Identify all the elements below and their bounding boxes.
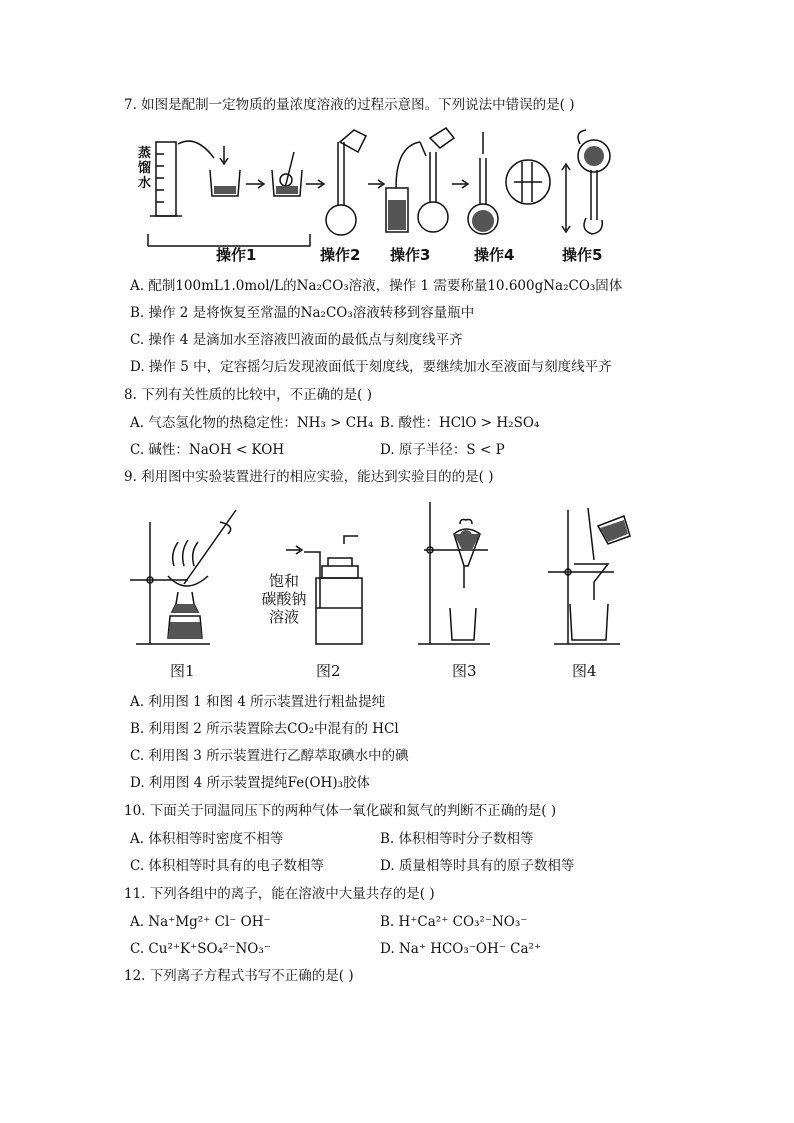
q11-stem: 11. 下列各组中的离子，能在溶液中大量共存的是( ) — [124, 886, 435, 902]
q9-option-b: B. 利用图 2 所示装置除去CO₂中混有的 HCl — [130, 721, 399, 737]
q8-option-b: B. 酸性：HClO > H₂SO₄ — [380, 415, 540, 431]
q9-solution-line: 碳酸钠 — [261, 590, 307, 608]
q9-caption: 图3 — [452, 662, 477, 680]
q10-option-c: C. 体积相等时具有的电子数相等 — [130, 858, 324, 874]
q9-figure — [124, 496, 644, 682]
q9-option-a: A. 利用图 1 和图 4 所示装置进行粗盐提纯 — [130, 694, 386, 710]
q7-op-label: 操作3 — [390, 246, 431, 264]
q9-caption: 图1 — [170, 662, 195, 680]
q7-apparatus-drawing — [134, 122, 618, 264]
q8-option-c: C. 碱性：NaOH < KOH — [130, 442, 285, 458]
q9-stem: 9. 利用图中实验装置进行的相应实验，能达到实验目的的是( ) — [124, 469, 494, 485]
q10-option-b: B. 体积相等时分子数相等 — [380, 831, 534, 847]
q8-option-a: A. 气态氢化物的热稳定性：NH₃ > CH₄ — [130, 415, 374, 431]
q11-option-b: B. H⁺Ca²⁺ CO₃²⁻NO₃⁻ — [380, 914, 528, 930]
q7-option-d: D. 操作 5 中，定容摇匀后发现液面低于刻度线，要继续加水至液面与刻度线平齐 — [130, 359, 612, 375]
q7-op-label: 操作1 — [216, 246, 257, 264]
q7-figure — [134, 122, 618, 264]
q10-stem: 10. 下面关于同温同压下的两种气体一氧化碳和氮气的判断不正确的是( ) — [124, 803, 557, 819]
q7-vlabel-char: 水 — [138, 176, 152, 191]
q7-op-label: 操作2 — [320, 246, 361, 264]
q7-option-c: C. 操作 4 是滴加水至溶液凹液面的最低点与刻度线平齐 — [130, 332, 463, 348]
q9-option-d: D. 利用图 4 所示装置提纯Fe(OH)₃胶体 — [130, 775, 371, 791]
q8-stem: 8. 下列有关性质的比较中，不正确的是( ) — [124, 387, 372, 403]
q11-option-d: D. Na⁺ HCO₃⁻OH⁻ Ca²⁺ — [380, 941, 542, 957]
q9-apparatus-drawing — [124, 496, 644, 682]
q9-caption: 图4 — [572, 662, 597, 680]
q9-option-c: C. 利用图 3 所示装置进行乙醇萃取碘水中的碘 — [130, 748, 409, 764]
q7-vlabel-char: 蒸 — [138, 146, 152, 161]
q7-vlabel-char: 馏 — [138, 161, 152, 176]
q7-op-label: 操作5 — [562, 246, 603, 264]
q10-option-a: A. 体积相等时密度不相等 — [130, 831, 284, 847]
q7-option-a: A. 配制100mL1.0mol/L的Na₂CO₃溶液，操作 1 需要称量10.600gNa₂CO₃固体 — [130, 278, 623, 294]
q9-solution-line: 饱和 — [268, 572, 299, 590]
q9-solution-line: 溶液 — [268, 608, 299, 626]
q9-solution-label — [254, 572, 314, 626]
q7-stem: 7. 如图是配制一定物质的量浓度溶液的过程示意图。下列说法中错误的是( ) — [124, 97, 575, 113]
q11-option-c: C. Cu²⁺K⁺SO₄²⁻NO₃⁻ — [130, 941, 271, 957]
q8-option-d: D. 原子半径：S < P — [380, 442, 505, 458]
q9-caption: 图2 — [316, 662, 341, 680]
q11-option-a: A. Na⁺Mg²⁺ Cl⁻ OH⁻ — [130, 914, 271, 930]
q12-stem: 12. 下列离子方程式书写不正确的是( ) — [124, 968, 354, 984]
q7-op-label: 操作4 — [474, 246, 515, 264]
q10-option-d: D. 质量相等时具有的原子数相等 — [380, 858, 575, 874]
q7-option-b: B. 操作 2 是将恢复至常温的Na₂CO₃溶液转移到容量瓶中 — [130, 305, 475, 321]
